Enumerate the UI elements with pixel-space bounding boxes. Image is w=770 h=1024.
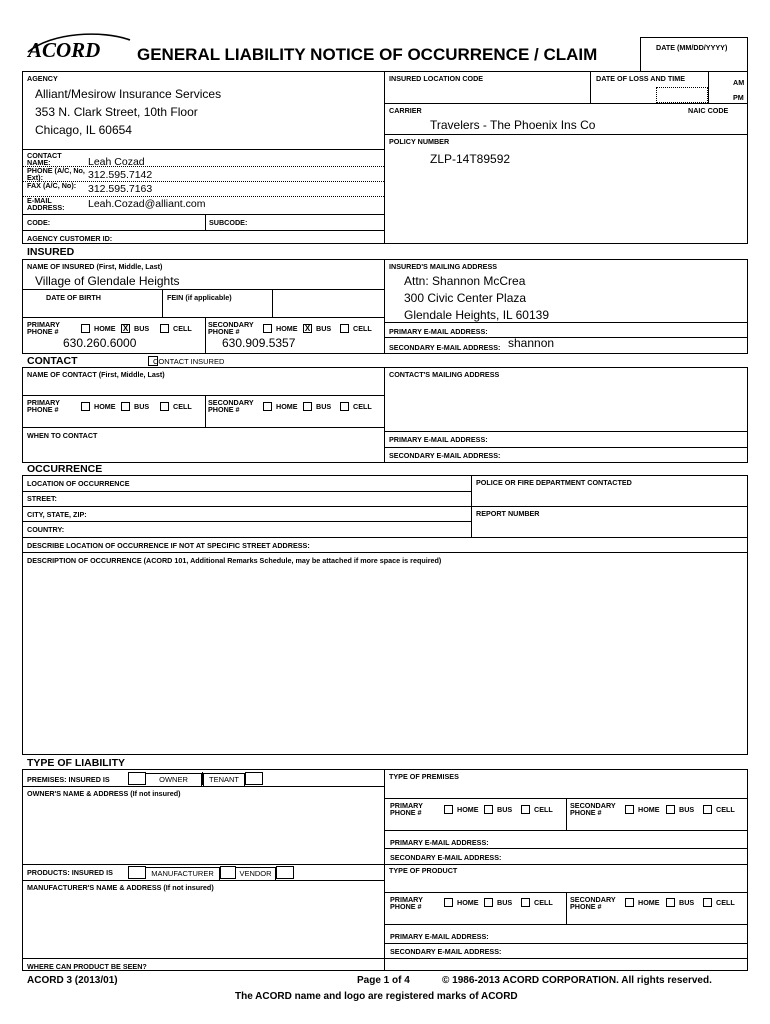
contact-primary-bus-checkbox[interactable] <box>121 402 130 411</box>
bus-label: BUS <box>134 402 150 411</box>
carrier-label: CARRIER <box>389 106 422 115</box>
insured-name-label: NAME OF INSURED (First, Middle, Last) <box>27 262 163 271</box>
where-product-seen-label: WHERE CAN PRODUCT BE SEEN? <box>27 962 147 971</box>
bus-label: BUS <box>497 898 513 907</box>
home-label: HOME <box>94 402 116 411</box>
cell-label: CELL <box>534 805 553 814</box>
type-premises-label: TYPE OF PREMISES <box>389 772 459 781</box>
contact-primary-email-label: PRIMARY E-MAIL ADDRESS: <box>389 435 488 444</box>
insured-mail-1: Attn: Shannon McCrea <box>404 274 526 288</box>
insured-primary-home-checkbox[interactable] <box>81 324 90 333</box>
insured-secondary-email-label: SECONDARY E-MAIL ADDRESS: <box>389 343 501 352</box>
insured-location-code-label: INSURED LOCATION CODE <box>389 74 484 83</box>
insured-primary-email-label: PRIMARY E-MAIL ADDRESS: <box>389 327 488 336</box>
premises-secondary-home-checkbox[interactable] <box>625 805 634 814</box>
agency-name: Alliant/Mesirow Insurance Services <box>35 87 222 101</box>
premises-primary-phone-label: PRIMARY PHONE # <box>390 801 423 817</box>
premises-primary-home-checkbox[interactable] <box>444 805 453 814</box>
email-label: E-MAIL ADDRESS: <box>27 196 65 212</box>
owner-label: OWNER <box>146 773 202 786</box>
products-primary-phone-label: PRIMARY PHONE # <box>390 895 423 911</box>
bus-label: BUS <box>134 324 150 333</box>
fein-label: FEIN (if applicable) <box>167 293 232 302</box>
subcode-label: SUBCODE: <box>209 218 248 227</box>
manufacturer-label: MANUFACTURER <box>146 867 220 880</box>
contact-secondary-bus-checkbox[interactable] <box>303 402 312 411</box>
contact-section-title: CONTACT <box>27 355 78 367</box>
fax-label: FAX (A/C, No): <box>27 181 77 190</box>
contact-secondary-cell-checkbox[interactable] <box>340 402 349 411</box>
insured-mailing-label: INSURED'S MAILING ADDRESS <box>389 262 498 271</box>
policy-number-value: ZLP-14T89592 <box>430 152 511 166</box>
vendor-checkbox[interactable] <box>220 866 236 879</box>
contact-name-label: CONTACT NAME: <box>27 151 62 167</box>
insured-primary-bus-checkbox[interactable]: X <box>122 324 129 333</box>
products-secondary-home-checkbox[interactable] <box>625 898 634 907</box>
contact-name-field-label: NAME OF CONTACT (First, Middle, Last) <box>27 370 165 379</box>
copyright: © 1986-2013 ACORD CORPORATION. All rights reserved. <box>442 975 712 986</box>
street-label: STREET: <box>27 494 57 503</box>
contact-block <box>22 367 748 463</box>
description-label: DESCRIPTION OF OCCURRENCE (ACORD 101, Additional Remarks Schedule, may be attached if more space is required) <box>27 556 442 565</box>
products-primary-bus-checkbox[interactable] <box>484 898 493 907</box>
insured-name: Village of Glendale Heights <box>35 274 180 288</box>
home-label: HOME <box>94 324 116 333</box>
home-label: HOME <box>457 805 479 814</box>
country-label: COUNTRY: <box>27 525 65 534</box>
cell-label: CELL <box>353 402 372 411</box>
premises-primary-email-label: PRIMARY E-MAIL ADDRESS: <box>390 838 489 847</box>
when-to-contact-label: WHEN TO CONTACT <box>27 431 98 440</box>
bus-label: BUS <box>679 805 695 814</box>
contact-primary-phone-label: PRIMARY PHONE # <box>27 398 60 414</box>
insured-secondary-phone-label: SECONDARY PHONE # <box>208 320 254 336</box>
date-label: DATE (MM/DD/YYYY) <box>656 43 728 52</box>
code-label: CODE: <box>27 218 51 227</box>
phone-label: PHONE (A/C, No, Ext): <box>27 166 85 182</box>
naic-code-label: NAIC CODE <box>688 106 729 115</box>
insured-secondary-cell-checkbox[interactable] <box>340 324 349 333</box>
home-label: HOME <box>457 898 479 907</box>
premises-secondary-bus-checkbox[interactable] <box>666 805 675 814</box>
tenant-label: TENANT <box>203 773 245 786</box>
insured-secondary-email: shannon <box>508 336 555 350</box>
products-label: PRODUCTS: INSURED IS <box>27 868 113 877</box>
cell-label: CELL <box>716 898 735 907</box>
insured-secondary-phone: 630.909.5357 <box>222 336 296 350</box>
city-label: CITY, STATE, ZIP: <box>27 510 87 519</box>
cell-label: CELL <box>173 402 192 411</box>
insured-secondary-bus-checkbox[interactable]: X <box>304 324 311 333</box>
bus-label: BUS <box>497 805 513 814</box>
vendor-label: VENDOR <box>236 867 276 880</box>
contact-primary-home-checkbox[interactable] <box>81 402 90 411</box>
agency-label: AGENCY <box>27 74 58 83</box>
agency-contact-name: Leah Cozad <box>88 156 145 168</box>
products-secondary-email-label: SECONDARY E-MAIL ADDRESS: <box>390 947 502 956</box>
svg-text:ACORD: ACORD <box>28 38 101 62</box>
contact-secondary-phone-label: SECONDARY PHONE # <box>208 398 254 414</box>
insured-secondary-home-checkbox[interactable] <box>263 324 272 333</box>
form-title: GENERAL LIABILITY NOTICE OF OCCURRENCE / CLAIM <box>137 45 598 64</box>
agency-fax: 312.595.7163 <box>88 183 153 195</box>
type-product-label: TYPE OF PRODUCT <box>389 866 458 875</box>
location-label: LOCATION OF OCCURRENCE <box>27 479 130 488</box>
premises-label: PREMISES: INSURED IS <box>27 775 110 784</box>
contact-insured-label: CONTACT INSURED <box>153 357 225 366</box>
owner-checkbox[interactable] <box>128 772 146 785</box>
agency-phone: 312.595.7142 <box>88 169 153 181</box>
liability-section-title: TYPE OF LIABILITY <box>27 757 126 769</box>
contact-secondary-email-label: SECONDARY E-MAIL ADDRESS: <box>389 451 501 460</box>
report-number-label: REPORT NUMBER <box>476 509 540 518</box>
products-primary-home-checkbox[interactable] <box>444 898 453 907</box>
agency-email: Leah.Cozad@alliant.com <box>88 198 206 210</box>
bus-label: BUS <box>679 898 695 907</box>
manufacturer-checkbox[interactable] <box>128 866 146 879</box>
cell-label: CELL <box>353 324 372 333</box>
page-number: Page 1 of 4 <box>357 975 410 986</box>
cell-label: CELL <box>173 324 192 333</box>
premises-primary-bus-checkbox[interactable] <box>484 805 493 814</box>
describe-location-label: DESCRIBE LOCATION OF OCCURRENCE IF NOT AT SPECIFIC STREET ADDRESS: <box>27 541 310 550</box>
bus-label: BUS <box>316 402 332 411</box>
home-label: HOME <box>276 402 298 411</box>
insured-primary-phone: 630.260.6000 <box>63 336 137 350</box>
insured-primary-phone-label: PRIMARY PHONE # <box>27 320 60 336</box>
premises-secondary-email-label: SECONDARY E-MAIL ADDRESS: <box>390 853 502 862</box>
premises-secondary-phone-label: SECONDARY PHONE # <box>570 801 616 817</box>
acord-logo <box>22 30 134 62</box>
am-label: AM <box>733 78 745 87</box>
products-secondary-bus-checkbox[interactable] <box>666 898 675 907</box>
agency-address-1: 353 N. Clark Street, 10th Floor <box>35 105 198 119</box>
contact-mailing-label: CONTACT'S MAILING ADDRESS <box>389 370 500 379</box>
insured-section-title: INSURED <box>27 246 75 258</box>
manufacturer-name-label: MANUFACTURER'S NAME & ADDRESS (If not insured) <box>27 883 214 892</box>
occurrence-section-title: OCCURRENCE <box>27 463 103 475</box>
trademark: The ACORD name and logo are registered marks of ACORD <box>235 991 518 1002</box>
products-secondary-phone-label: SECONDARY PHONE # <box>570 895 616 911</box>
form-id: ACORD 3 (2013/01) <box>27 975 118 986</box>
pm-label: PM <box>733 93 744 102</box>
products-primary-email-label: PRIMARY E-MAIL ADDRESS: <box>390 932 489 941</box>
occurrence-block <box>22 475 748 755</box>
cell-label: CELL <box>534 898 553 907</box>
date-of-loss-label: DATE OF LOSS AND TIME <box>596 74 686 83</box>
agency-address-2: Chicago, IL 60654 <box>35 123 132 137</box>
insured-primary-cell-checkbox[interactable] <box>160 324 169 333</box>
products-primary-cell-checkbox[interactable] <box>521 898 530 907</box>
home-label: HOME <box>276 324 298 333</box>
bus-label: BUS <box>316 324 332 333</box>
policy-number-label: POLICY NUMBER <box>389 137 450 146</box>
insured-mail-2: 300 Civic Center Plaza <box>404 291 527 305</box>
products-secondary-cell-checkbox[interactable] <box>703 898 712 907</box>
contact-primary-cell-checkbox[interactable] <box>160 402 169 411</box>
cell-label: CELL <box>716 805 735 814</box>
premises-primary-cell-checkbox[interactable] <box>521 805 530 814</box>
premises-secondary-cell-checkbox[interactable] <box>703 805 712 814</box>
insured-mail-3: Glendale Heights, IL 60139 <box>404 308 549 322</box>
police-label: POLICE OR FIRE DEPARTMENT CONTACTED <box>476 478 632 487</box>
carrier-value: Travelers - The Phoenix Ins Co <box>430 118 596 132</box>
dob-label: DATE OF BIRTH <box>46 293 101 302</box>
home-label: HOME <box>638 898 660 907</box>
contact-secondary-home-checkbox[interactable] <box>263 402 272 411</box>
agency-customer-id-label: AGENCY CUSTOMER ID: <box>27 234 113 243</box>
owner-name-label: OWNER'S NAME & ADDRESS (If not insured) <box>27 789 181 798</box>
home-label: HOME <box>638 805 660 814</box>
